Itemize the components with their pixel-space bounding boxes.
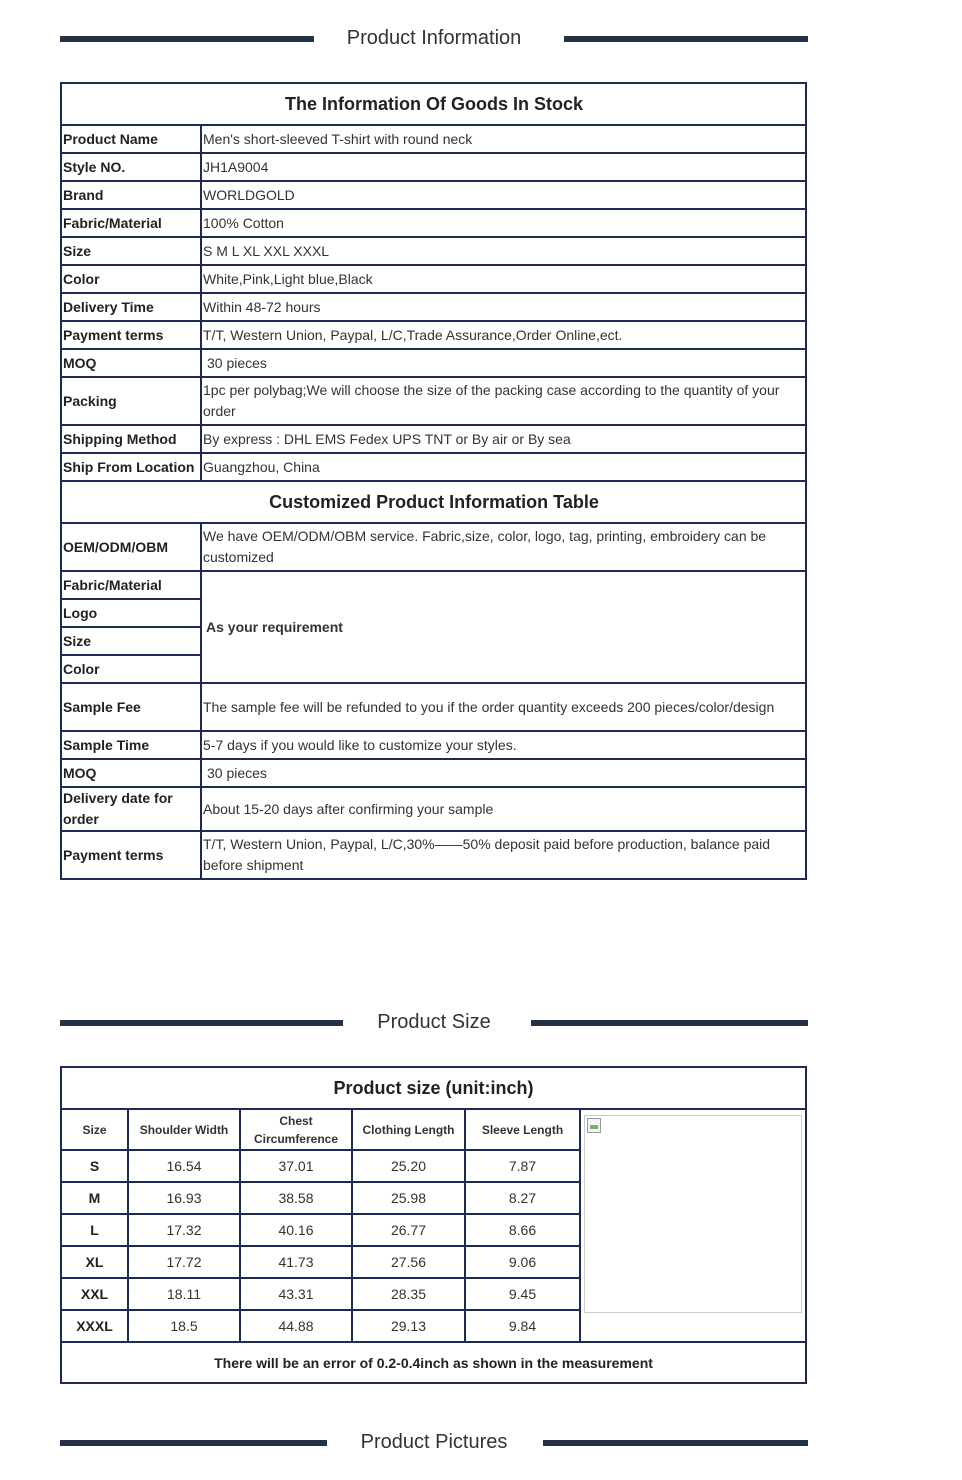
- measurement-note: There will be an error of 0.2-0.4inch as shown in the measurement: [61, 1342, 806, 1383]
- table-row: [61, 293, 806, 321]
- row-value: 5-7 days if you would like to customize your styles.: [201, 731, 806, 759]
- row-value: By express : DHL EMS Fedex UPS TNT or By air or By sea: [201, 425, 806, 453]
- size-table-title: Product size (unit:inch): [61, 1067, 806, 1109]
- row-label: Style NO.: [61, 153, 201, 181]
- row-value: Within 48-72 hours: [201, 293, 806, 321]
- size-cell: XXXL: [61, 1310, 128, 1342]
- row-value: Guangzhou, China: [201, 453, 806, 481]
- size-image-cell: [580, 1109, 806, 1342]
- table-row: [61, 523, 806, 571]
- value-cell: 18.11: [128, 1278, 240, 1310]
- row-label: MOQ: [61, 759, 201, 787]
- moq-value: 30 pieces: [207, 764, 267, 781]
- row-label: Size: [61, 627, 201, 655]
- value-cell: 16.93: [128, 1182, 240, 1214]
- value-cell: 18.5: [128, 1310, 240, 1342]
- section-heading-product-size: [60, 1009, 808, 1039]
- row-value: 1pc per polybag;We will choose the size of the packing case according to the quantity of your order: [201, 377, 806, 425]
- value-cell: 16.54: [128, 1150, 240, 1182]
- row-label: Brand: [61, 181, 201, 209]
- table-row: [61, 321, 806, 349]
- row-value: The sample fee will be refunded to you if the order quantity exceeds 200 pieces/color/design: [201, 683, 806, 731]
- row-value: About 15-20 days after confirming your sample: [201, 787, 806, 831]
- value-cell: 25.98: [352, 1182, 465, 1214]
- row-label: Ship From Location: [61, 453, 201, 481]
- value-cell: 43.31: [240, 1278, 352, 1310]
- row-value: WORLDGOLD: [201, 181, 806, 209]
- product-information-table: [60, 82, 807, 880]
- column-header: Sleeve Length: [465, 1109, 580, 1150]
- row-label: Payment terms: [61, 321, 201, 349]
- table-row: [61, 759, 806, 787]
- row-label: Payment terms: [61, 831, 201, 879]
- value-cell: 41.73: [240, 1246, 352, 1278]
- column-header: Clothing Length: [352, 1109, 465, 1150]
- table-row: [61, 425, 806, 453]
- section-title: Product Pictures: [360, 1431, 508, 1453]
- row-value: [201, 759, 806, 787]
- value-cell: 7.87: [465, 1150, 580, 1182]
- size-cell: S: [61, 1150, 128, 1182]
- table-row: [61, 453, 806, 481]
- moq-value: 30 pieces: [207, 354, 267, 371]
- row-label: Shipping Method: [61, 425, 201, 453]
- table-row: [61, 571, 806, 599]
- column-header: Shoulder Width: [128, 1109, 240, 1150]
- value-cell: 8.66: [465, 1214, 580, 1246]
- value-cell: 26.77: [352, 1214, 465, 1246]
- table-row: [61, 731, 806, 759]
- table-row: [61, 265, 806, 293]
- requirement-value: As your requirement: [201, 571, 806, 683]
- row-value: T/T, Western Union, Paypal, L/C,Trade Assurance,Order Online,ect.: [201, 321, 806, 349]
- column-header: Size: [61, 1109, 128, 1150]
- row-label: Logo: [61, 599, 201, 627]
- table-row: [61, 125, 806, 153]
- section-heading-product-information: [60, 25, 808, 55]
- row-value: JH1A9004: [201, 153, 806, 181]
- size-chart-image: [584, 1115, 802, 1313]
- table-row: [61, 683, 806, 731]
- table-row: [61, 349, 806, 377]
- row-label: Product Name: [61, 125, 201, 153]
- value-cell: 29.13: [352, 1310, 465, 1342]
- value-cell: 9.06: [465, 1246, 580, 1278]
- size-cell: M: [61, 1182, 128, 1214]
- table-row: [61, 153, 806, 181]
- row-value: 100% Cotton: [201, 209, 806, 237]
- value-cell: 17.72: [128, 1246, 240, 1278]
- column-header: Chest Circumference: [240, 1109, 352, 1150]
- value-cell: 25.20: [352, 1150, 465, 1182]
- value-cell: 44.88: [240, 1310, 352, 1342]
- table-row: [61, 237, 806, 265]
- size-cell: L: [61, 1214, 128, 1246]
- row-label: Sample Time: [61, 731, 201, 759]
- stock-table-title: The Information Of Goods In Stock: [61, 83, 806, 125]
- table-row: [61, 831, 806, 879]
- row-label: Color: [61, 655, 201, 683]
- row-label: Size: [61, 237, 201, 265]
- size-cell: XXL: [61, 1278, 128, 1310]
- row-label: MOQ: [61, 349, 201, 377]
- row-label: Delivery Time: [61, 293, 201, 321]
- value-cell: 17.32: [128, 1214, 240, 1246]
- value-cell: 40.16: [240, 1214, 352, 1246]
- table-row: [61, 787, 806, 831]
- value-cell: 38.58: [240, 1182, 352, 1214]
- row-value: White,Pink,Light blue,Black: [201, 265, 806, 293]
- row-label: Fabric/Material: [61, 209, 201, 237]
- value-cell: 27.56: [352, 1246, 465, 1278]
- row-label: OEM/ODM/OBM: [61, 523, 201, 571]
- row-label: Fabric/Material: [61, 571, 201, 599]
- row-value: T/T, Western Union, Paypal, L/C,30%——50% deposit paid before production, balance paid before shipment: [201, 831, 806, 879]
- value-cell: 37.01: [240, 1150, 352, 1182]
- section-title: Product Information: [346, 27, 522, 49]
- value-cell: 8.27: [465, 1182, 580, 1214]
- row-label: Sample Fee: [61, 683, 201, 731]
- value-cell: 28.35: [352, 1278, 465, 1310]
- value-cell: 9.45: [465, 1278, 580, 1310]
- table-row: [61, 209, 806, 237]
- row-value: We have OEM/ODM/OBM service. Fabric,size, color, logo, tag, printing, embroidery can be customized: [201, 523, 806, 571]
- custom-table-title: Customized Product Information Table: [61, 481, 806, 523]
- section-title: Product Size: [377, 1011, 491, 1033]
- row-label: Color: [61, 265, 201, 293]
- product-size-table: [60, 1066, 807, 1384]
- size-cell: XL: [61, 1246, 128, 1278]
- row-label: Delivery date for order: [61, 787, 201, 831]
- broken-image-icon: [587, 1118, 601, 1133]
- value-cell: 9.84: [465, 1310, 580, 1342]
- section-heading-product-pictures: [60, 1429, 808, 1459]
- row-value: S M L XL XXL XXXL: [201, 237, 806, 265]
- table-header-row: [61, 1109, 806, 1150]
- row-value: Men's short-sleeved T-shirt with round neck: [201, 125, 806, 153]
- row-value: [201, 349, 806, 377]
- row-label: Packing: [61, 377, 201, 425]
- table-row: [61, 377, 806, 425]
- table-row: [61, 181, 806, 209]
